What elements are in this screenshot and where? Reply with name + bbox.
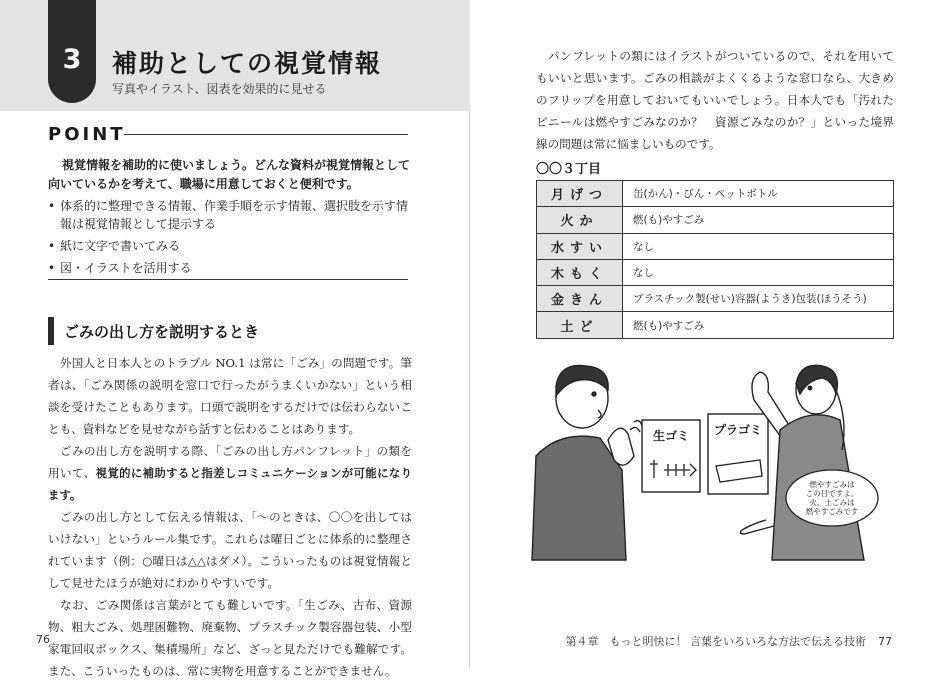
day-cell: 火か	[537, 207, 623, 233]
paragraph: なお、ごみ関係は言葉がとても難しいです。「生ごみ、古布、資源物、粗大ごみ、処理困難物、廃棄物、プラスチック製容器包装、小型家電回収ボックス、集積場所」など、ざっと見ただけでも難解です。また、こういったものは、常に実物を用意することができません。	[48, 598, 412, 678]
table-row	[537, 259, 894, 285]
table-row	[537, 312, 894, 338]
left-body-text	[48, 352, 412, 682]
section-header	[0, 0, 470, 111]
speech-bubble-line: 燃やすごみです	[805, 507, 859, 516]
subsection-title: ごみの出し方を説明するとき	[64, 323, 260, 341]
subsection-marker	[48, 317, 54, 345]
section-subtitle: 写真やイラスト、図表を効果的に見せる	[112, 82, 327, 96]
paragraph: 外国人と日本人とのトラブル NO.1 は常に「ごみ」の問題です。筆者は、「ごみ関係の説明を窓口で行ったがうまくいかない」という相談を受けたこともあります。口頭で説明をするだけでは伝わらないことも、資料などを見せながら話すと伝わることはあります。	[48, 356, 412, 436]
page-number-right: 77	[878, 635, 892, 648]
man-figure	[532, 365, 642, 560]
right-body-text	[536, 45, 894, 155]
point-list-item: • 体系的に整理できる情報、作業手順を示す情報、選択肢を示す情報は視覚情報として提示する	[48, 197, 412, 233]
day-cell: 水すい	[537, 233, 623, 259]
items-cell: プラスチック製(せい)容器(ようき)包装(ほうそう)	[623, 286, 894, 312]
items-cell: 燃(も)やすごみ	[623, 312, 894, 338]
section-number: 3	[62, 44, 82, 75]
items-cell: 缶(かん)・びん・ペットボトル	[623, 181, 894, 207]
section-number-tab	[48, 0, 96, 103]
table-row	[537, 286, 894, 312]
sign-organic-label: 生ゴミ	[652, 429, 690, 443]
point-list	[48, 197, 412, 281]
point-divider-top	[124, 134, 408, 135]
sign-plastic-label: プラゴミ	[713, 423, 763, 437]
paragraph	[48, 440, 412, 506]
speech-bubble-line: 火、土ごみは	[809, 498, 855, 507]
items-cell: なし	[623, 233, 894, 259]
page-number-left: 76	[36, 633, 50, 646]
day-cell: 木もく	[537, 259, 623, 285]
paragraph: ごみの出し方として伝える情報は、「～のときは、〇〇を出してはいけない」というルール集です。これらは曜日ごとに体系的に整理されています（例：○曜日は△△はダメ）。こういったものは視覚情報として見せたほうが絶対にわかりやすいです。	[48, 510, 412, 590]
table-row	[537, 181, 894, 207]
page-footer-right	[566, 633, 893, 649]
point-list-item: • 図・イラストを活用する	[48, 259, 412, 277]
table-row	[537, 233, 894, 259]
paragraph: パンフレットの類にはイラストがついているので、それを用いてもいいと思います。ごみの相談がよくくるような窓口なら、大きめのフリップを用意しておいてもいいでしょう。日本人でも「汚れたビニールは燃やすごみなのか？ 資源ごみなのか？」といった境界線の問題は常に悩ましいものです。	[536, 49, 894, 151]
emphasis-text: 視覚的に補助すると指差しコミュニケーションが可能になります。	[48, 466, 412, 502]
point-list-item: • 紙に文字で書いてみる	[48, 237, 412, 255]
speech-bubble-line: この日ですよ。	[805, 489, 859, 498]
point-lead-text: 視覚情報を補助的に使いましょう。どんな資料が視覚情報として向いているかを考えて、職場に用意しておくと便利です。	[48, 158, 411, 191]
left-page	[0, 0, 470, 678]
speech-bubble	[786, 470, 878, 526]
schedule-table-title: 〇〇３丁目	[536, 162, 602, 177]
section-title: 補助としての視覚情報	[112, 49, 383, 78]
speech-bubble-line: 燃やすごみは	[809, 480, 855, 489]
day-cell: 金きん	[537, 286, 623, 312]
day-cell: 土ど	[537, 312, 623, 338]
chapter-title: 第４章 もっと明快に！ 言葉をいろいろな方法で伝える技術	[565, 635, 866, 648]
sign-plastic	[708, 414, 768, 494]
point-divider-bottom	[48, 279, 408, 280]
garbage-explanation-illustration	[530, 360, 894, 560]
paragraph-text: ごみの出し方を説明する際、「ごみの出し方パンフレット」の類を用いて、	[48, 444, 412, 480]
sign-organic	[642, 420, 700, 492]
items-cell: なし	[623, 259, 894, 285]
point-heading: POINT	[48, 124, 126, 145]
items-cell: 燃(も)やすごみ	[623, 207, 894, 233]
table-row	[537, 207, 894, 233]
garbage-schedule-table	[536, 180, 894, 339]
day-cell: 月げつ	[537, 181, 623, 207]
